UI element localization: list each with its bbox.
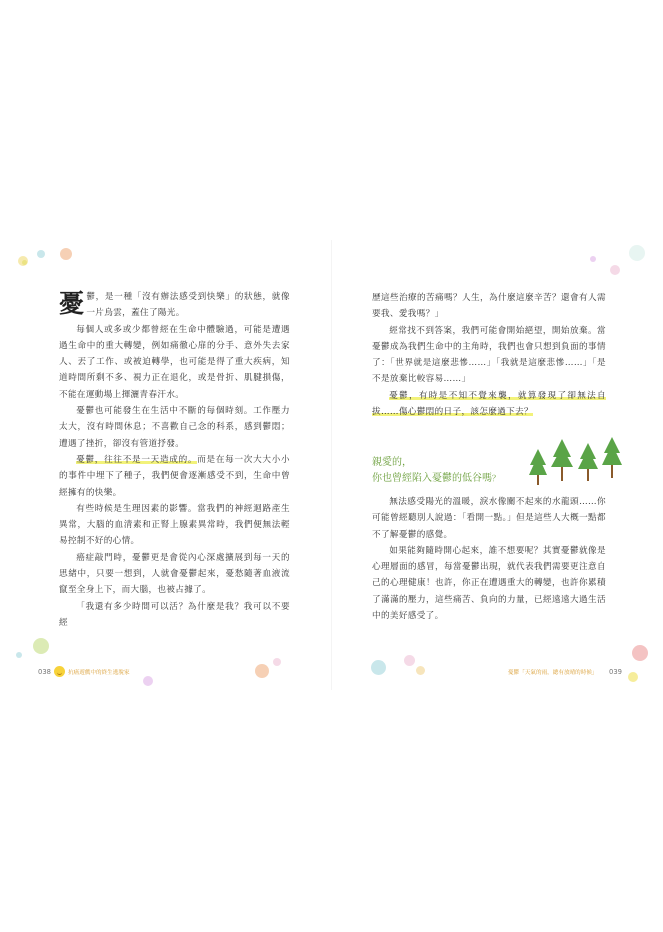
decor-dot [16, 652, 22, 658]
highlighted-text: 憂鬱，往往不是一天造成的。 [76, 454, 198, 465]
decor-dot [273, 658, 281, 666]
page-number: 038 [38, 668, 51, 676]
paragraph: 如果能夠隨時開心起來，誰不想要呢？其實憂鬱就像是心理層面的感冒，每當憂鬱出現，就代表我們需要更注意自己的心理健康！也許，你正在遭遇重大的轉變，也許你累積了滿滿的壓力，這些痛苦、負向的力量，已經遠遠大過生活中的美好感受了。 [372, 545, 606, 622]
decor-dot [628, 672, 638, 682]
running-title: 憂鬱「天氣的雨，總有放晴的時候」 [508, 670, 598, 676]
decor-dot [33, 638, 49, 654]
body-text [59, 289, 290, 631]
decor-dot [416, 666, 425, 675]
decor-dot [371, 660, 386, 675]
decor-dot [404, 655, 415, 666]
smiley-icon [54, 666, 65, 677]
body-text [372, 290, 606, 420]
paragraph: 經常找不到答案，我們可能會開始絕望，開始放棄。當憂鬱成為我們生命中的主角時，我們也會只想到負面的事情了：「世界就是這麼悲慘……」「我就是這麼悲慘……」「是不是放棄比較容易……」 [372, 325, 606, 385]
decor-dot [629, 245, 645, 261]
subheading-line: 你也曾經陷入憂鬱的低谷嗎 [372, 473, 492, 484]
paragraph: 「我還有多少時間可以活？為什麼是我？我可以不要經 [59, 601, 290, 628]
paragraph: 鬱，是一種「沒有辦法感受到快樂」的狀態，就像一片烏雲，蓋住了陽光。 [86, 292, 290, 319]
decor-dot [143, 676, 153, 686]
paragraph: 憂鬱也可能發生在生活中不斷的每個時刻。工作壓力太大，沒有時間休息；不喜歡自己念的科系，感到鬱悶；遭遇了挫折，卻沒有管道抒發。 [59, 406, 290, 449]
decor-dot [255, 664, 269, 678]
tree-icon [528, 435, 628, 495]
decor-dot [590, 256, 596, 262]
highlighted-text: 憂鬱，有時是不知不覺來襲，就算發現了卻無法自拔……傷心鬱悶的日子，該怎麼過下去？ [372, 390, 606, 418]
paragraph: 癌症敲門時，憂鬱更是會從內心深處擴展到每一天的思緒中，只要一想到，人就會憂鬱起來，憂愁隨著血液流竄至全身上下，而大腦，也被占據了。 [59, 552, 290, 596]
paragraph: 歷這些治療的苦痛嗎？人生，為什麼這麼辛苦？還會有人需要我、愛我嗎？」 [372, 293, 606, 320]
dropcap: 憂 [59, 289, 85, 318]
paragraph: 而是在每一次大大小小的事件中埋下了種子，我們便會逐漸感受不到，生命中曾經擁有的快樂。 [59, 454, 290, 498]
paragraph: 每個人或多或少都曾經在生命中體驗過，可能是遭遇過生命中的重大轉變，例如痛徹心扉的分手、意外失去家人、丟了工作、或被迫轉學，也可能是得了重大疾病，知道時間所剩不多、視力正在退化，或是骨折、肌腱損傷，不能在運動場上揮灑青春汗水。 [59, 324, 290, 400]
body-text-lower [372, 494, 606, 624]
decor-dot [632, 645, 648, 661]
page-number: 039 [609, 668, 622, 676]
paragraph: 有些時候是生理因素的影響。當我們的神經迴路產生異常，大腦的血清素和正腎上腺素異常時，我們便無法輕易控制不好的心情。 [59, 503, 290, 547]
subheading-line: 親愛的， [372, 457, 412, 468]
decor-dot [60, 248, 72, 260]
left-page [0, 240, 331, 690]
subheading-mark: ？ [492, 474, 500, 483]
decor-dot [22, 260, 27, 265]
decor-dot [37, 250, 45, 258]
right-page [332, 240, 663, 690]
paragraph: 無法感受陽光的溫暖，淚水像關不起來的水龍頭……你可能曾經聽別人說過：「看開一點。」但是這些人大概一點都不了解憂鬱的感覺。 [372, 497, 606, 540]
decor-dot [610, 265, 620, 275]
running-title: 抗癌遊戲中的終生逃脫家 [68, 670, 130, 676]
